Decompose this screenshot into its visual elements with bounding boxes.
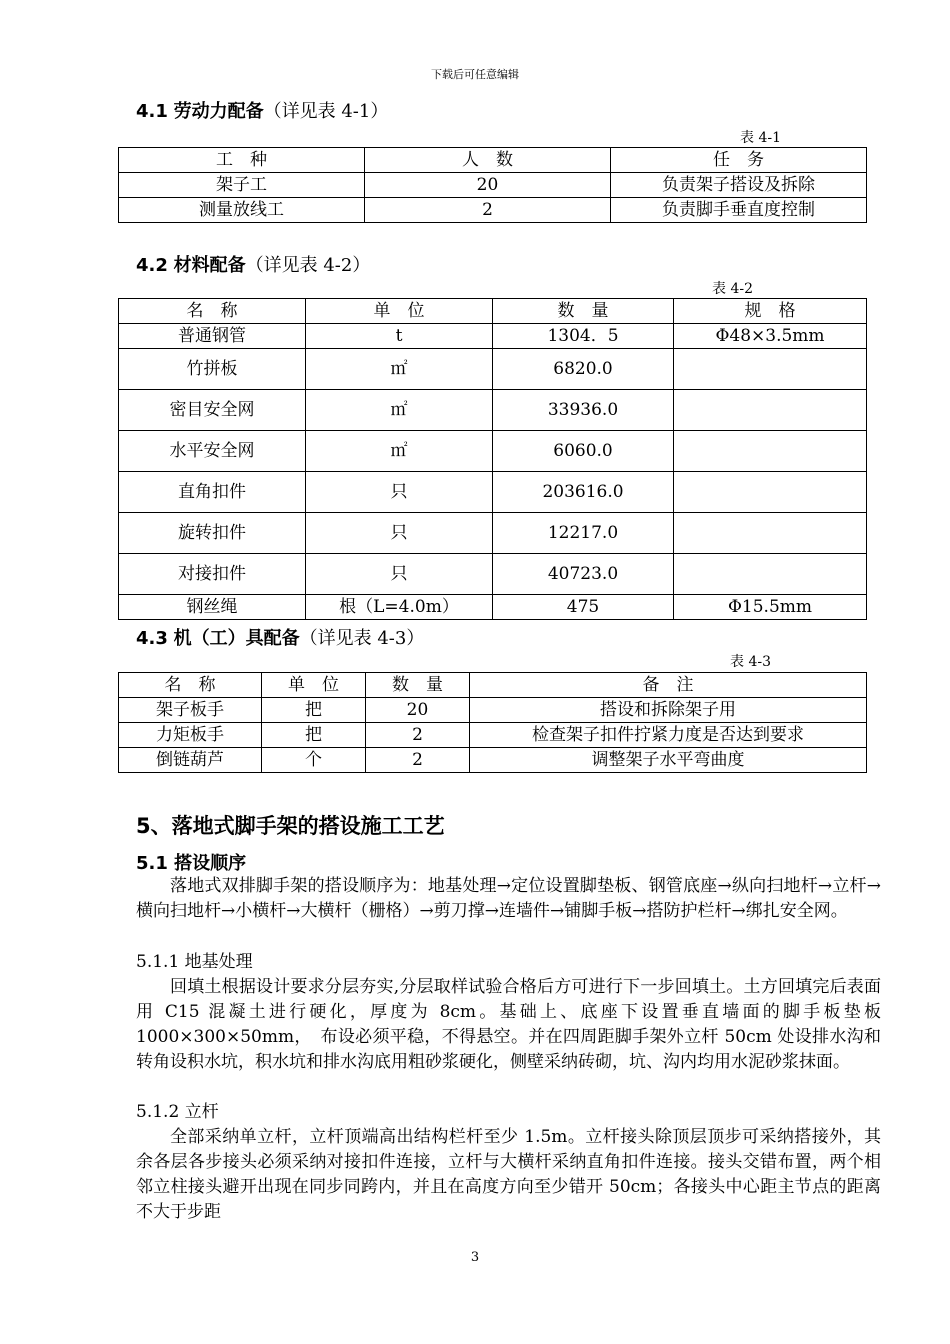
table-cell: 只 [306, 472, 493, 513]
section-5-heading: 5、落地式脚手架的搭设施工工艺 [136, 814, 445, 838]
table-cell: 检查架子扣件拧紧力度是否达到要求 [470, 723, 867, 748]
table-cell: Φ48×3.5mm [674, 324, 867, 349]
table-cell: ㎡ [306, 390, 493, 431]
table-cell: 竹拼板 [119, 349, 306, 390]
table-cell: 2 [366, 723, 470, 748]
table-row [119, 723, 867, 748]
section-ref: （详见表 4-1） [263, 101, 389, 122]
table-cell: 钢丝绳 [119, 595, 306, 620]
page-number: 3 [470, 1250, 480, 1265]
table-cell: 数 量 [366, 673, 470, 698]
table-cell [674, 513, 867, 554]
table-cell: 备 注 [470, 673, 867, 698]
table-header-row [119, 673, 867, 698]
materials-table [118, 298, 867, 620]
table-cell: 水平安全网 [119, 431, 306, 472]
table-cell: 直角扣件 [119, 472, 306, 513]
section-title: 材料配备 [173, 255, 246, 276]
section-ref: （详见表 4-2） [245, 255, 371, 276]
table-cell: 名 称 [119, 673, 262, 698]
table-cell [674, 472, 867, 513]
table-cell: 旋转扣件 [119, 513, 306, 554]
table-cell: 12217.0 [493, 513, 674, 554]
table-cell: 数 量 [493, 299, 674, 324]
table-cell: 2 [365, 198, 611, 223]
table-row [119, 513, 867, 554]
table-cell: 单 位 [306, 299, 493, 324]
table-4-3-label: 表 4-3 [730, 654, 771, 670]
section-5-1-2-paragraph: 全部采纳单立杆，立杆顶端高出结构栏杆至少 1.5m。立杆接头除顶层顶步可采纳搭接外，其余各层各步接头必须采纳对接扣件连接，立杆与大横杆采纳直角扣件连接。接头交错布置，两个相邻立柱接头避开出现在同步同跨内，并且在高度方向至少错开 50cm；各接头中心距主节点的距离不大于步距 [136, 1127, 881, 1222]
table-cell: 20 [365, 173, 611, 198]
section-5-1-1-heading: 5.1.1 地基处理 [136, 952, 253, 972]
table-cell: 架子板手 [119, 698, 262, 723]
section-title: 机（工）具配备 [173, 628, 300, 649]
section-4-2-heading [136, 251, 370, 277]
table-cell: 负责脚手垂直度控制 [611, 198, 867, 223]
table-cell: 工 种 [119, 148, 365, 173]
table-cell: 只 [306, 554, 493, 595]
table-cell [674, 431, 867, 472]
table-cell: 负责架子搭设及拆除 [611, 173, 867, 198]
table-cell: 根（L=4.0m） [306, 595, 493, 620]
table-cell: 调整架子水平弯曲度 [470, 748, 867, 773]
table-cell: 名 称 [119, 299, 306, 324]
section-4-3-heading [136, 624, 424, 650]
page-header-note: 下载后可任意编辑 [431, 68, 519, 81]
table-cell: ㎡ [306, 431, 493, 472]
section-5-1-paragraph: 落地式双排脚手架的搭设顺序为：地基处理→定位设置脚垫板、钢管底座→纵向扫地杆→立杆→横向扫地杆→小横杆→大横杆（栅格）→剪刀撑→连墙件→铺脚手板→搭防护栏杆→绑扎安全网。 [136, 876, 881, 921]
table-cell: 6060.0 [493, 431, 674, 472]
section-title: 劳动力配备 [173, 101, 264, 122]
table-cell [674, 390, 867, 431]
table-row [119, 698, 867, 723]
section-number: 4.1 [136, 101, 168, 122]
table-cell: 普通钢管 [119, 324, 306, 349]
tools-table [118, 672, 867, 773]
table-cell: 搭设和拆除架子用 [470, 698, 867, 723]
table-cell: Φ15.5mm [674, 595, 867, 620]
table-header-row [119, 299, 867, 324]
table-header-row [119, 148, 867, 173]
table-cell: 规 格 [674, 299, 867, 324]
table-row [119, 173, 867, 198]
table-cell: t [306, 324, 493, 349]
table-cell: 203616.0 [493, 472, 674, 513]
table-cell: 力矩板手 [119, 723, 262, 748]
table-row [119, 198, 867, 223]
table-row [119, 431, 867, 472]
table-row [119, 554, 867, 595]
table-row [119, 595, 867, 620]
table-cell: 1304．5 [493, 324, 674, 349]
table-4-2-label: 表 4-2 [712, 281, 753, 297]
table-row [119, 324, 867, 349]
table-cell: 架子工 [119, 173, 365, 198]
table-cell [674, 554, 867, 595]
table-cell: 任 务 [611, 148, 867, 173]
section-ref: （详见表 4-3） [299, 628, 425, 649]
table-cell [674, 349, 867, 390]
table-cell: 475 [493, 595, 674, 620]
section-5-1-heading: 5.1 搭设顺序 [136, 853, 247, 874]
section-5-1-2-heading: 5.1.2 立杆 [136, 1102, 219, 1122]
section-number: 4.2 [136, 255, 168, 276]
table-cell: 个 [262, 748, 366, 773]
table-cell: 倒链葫芦 [119, 748, 262, 773]
table-cell: 2 [366, 748, 470, 773]
table-cell: 把 [262, 723, 366, 748]
table-row [119, 472, 867, 513]
table-row [119, 748, 867, 773]
table-cell: ㎡ [306, 349, 493, 390]
table-row [119, 349, 867, 390]
section-number: 4.3 [136, 628, 168, 649]
table-cell: 把 [262, 698, 366, 723]
labor-table [118, 147, 867, 223]
table-row [119, 390, 867, 431]
table-cell: 人 数 [365, 148, 611, 173]
section-4-1-heading [136, 97, 388, 123]
table-cell: 33936.0 [493, 390, 674, 431]
table-cell: 单 位 [262, 673, 366, 698]
table-cell: 6820.0 [493, 349, 674, 390]
table-cell: 20 [366, 698, 470, 723]
table-cell: 密目安全网 [119, 390, 306, 431]
table-4-1-label: 表 4-1 [740, 130, 781, 146]
table-cell: 40723.0 [493, 554, 674, 595]
section-5-1-1-paragraph: 回填土根据设计要求分层夯实,分层取样试验合格后方可进行下一步回填土。土方回填完后表面用 C15 混凝土进行硬化，厚度为 8cm。基础上、底座下设置垂直墙面的脚手板垫板 1000×300×50mm， 布设必须平稳，不得悬空。并在四周距脚手架外立杆 50cm 处设排水沟和转角设积水坑，积水坑和排水沟底用粗砂浆硬化，侧壁采纳砖砌，坑、沟内均用水泥砂浆抹面。 [136, 977, 881, 1072]
table-cell: 只 [306, 513, 493, 554]
table-cell: 测量放线工 [119, 198, 365, 223]
table-cell: 对接扣件 [119, 554, 306, 595]
